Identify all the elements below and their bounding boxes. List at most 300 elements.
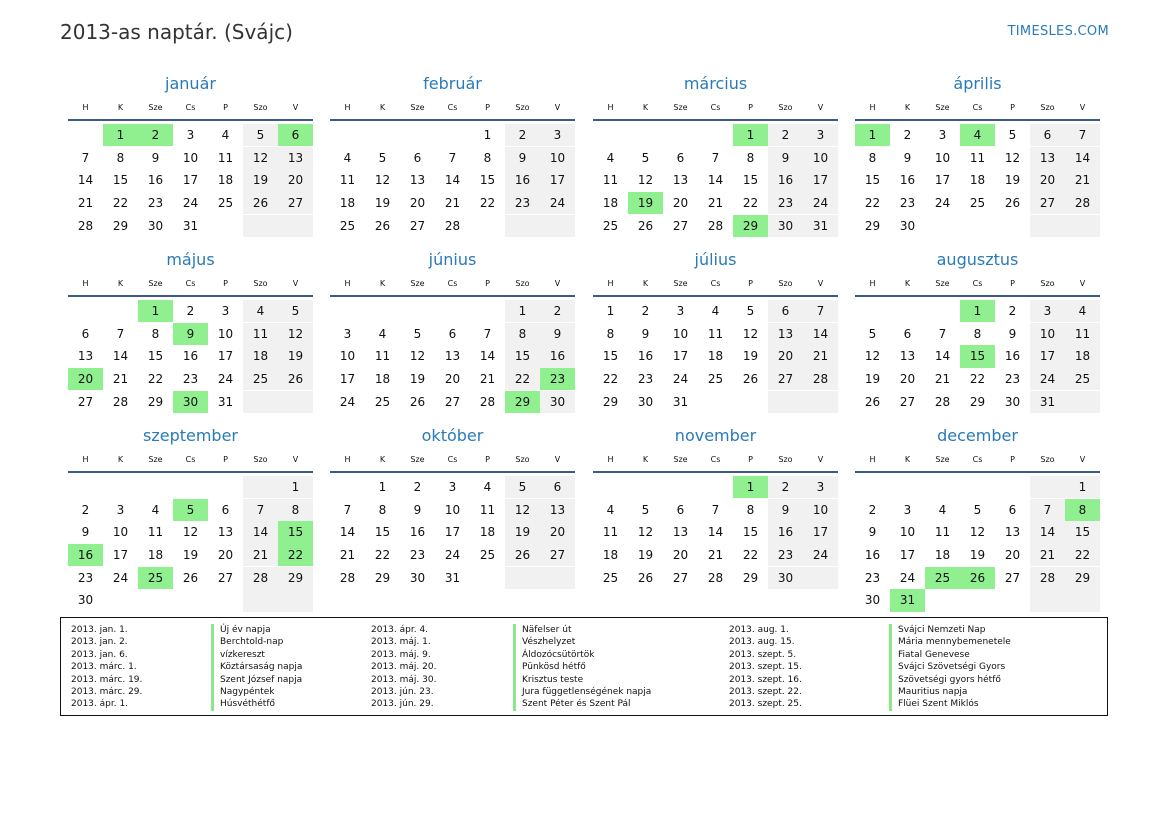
day-cell: 16 xyxy=(899,173,916,188)
day-grid xyxy=(855,300,1100,413)
holiday-date: 2013. márc. 1. xyxy=(71,662,137,673)
day-cell: 16 xyxy=(147,173,164,188)
weekday-label: V xyxy=(1079,279,1086,288)
day-cell: 4 xyxy=(606,502,615,517)
weekday-label: H xyxy=(869,279,876,288)
day-cell: 2 xyxy=(903,128,912,142)
weekday-label: Sze xyxy=(935,279,950,288)
holiday-name: Áldozócsütörtök xyxy=(513,649,651,661)
day-cell: 13 xyxy=(409,173,426,188)
day-cell: 8 xyxy=(116,150,125,165)
week-row xyxy=(593,345,838,367)
weekday-label: H xyxy=(82,455,89,464)
empty-cell xyxy=(1030,476,1065,498)
weekday-label: H xyxy=(344,279,351,288)
day-cell: 25 xyxy=(217,196,234,211)
week-row xyxy=(330,215,575,237)
empty-cell xyxy=(330,124,365,146)
day-cell: 12 xyxy=(1004,150,1021,165)
day-cell: 17 xyxy=(672,349,689,364)
day-cell: 1 xyxy=(278,476,313,498)
day-cell: 16 xyxy=(768,169,803,191)
day-cell: 24 xyxy=(803,192,838,214)
month-6 xyxy=(330,250,575,413)
holiday-date: 2013. szept. 16. xyxy=(729,674,802,685)
day-cell: 26 xyxy=(637,218,654,233)
day-cell: 12 xyxy=(374,173,391,188)
empty-cell xyxy=(803,567,838,589)
weekday-label: K xyxy=(379,279,386,288)
weekday-label: Szo xyxy=(253,279,268,288)
weekday-label: Sze xyxy=(673,103,688,112)
day-cell: 9 xyxy=(173,323,208,345)
empty-cell xyxy=(243,476,278,498)
weekday-label: Cs xyxy=(972,103,983,112)
weekday-label: Cs xyxy=(972,279,983,288)
day-cell: 16 xyxy=(540,345,575,367)
day-cell: 25 xyxy=(925,567,960,589)
day-cell: 8 xyxy=(868,150,877,165)
weekday-label: Sze xyxy=(410,279,425,288)
day-cell: 22 xyxy=(742,548,759,563)
holiday-date: 2013. szept. 5. xyxy=(729,649,797,660)
weekday-label: Szo xyxy=(515,103,530,112)
day-cell: 16 xyxy=(637,349,654,364)
holiday-name: Mária mennybemenetele xyxy=(889,636,1011,648)
weekday-label: K xyxy=(642,455,649,464)
weekday-header xyxy=(593,99,838,117)
day-cell: 20 xyxy=(899,372,916,387)
empty-cell xyxy=(470,300,505,322)
weekday-label: Cs xyxy=(447,279,458,288)
holiday-name: Új év napja xyxy=(211,624,302,636)
day-cell: 8 xyxy=(378,502,387,517)
weekday-label: P xyxy=(1010,455,1015,464)
day-cell: 7 xyxy=(448,150,457,165)
weekday-label: K xyxy=(379,103,386,112)
empty-cell xyxy=(278,589,313,611)
day-grid xyxy=(330,300,575,413)
holiday-date: 2013. máj. 20. xyxy=(371,662,437,673)
empty-cell xyxy=(173,589,208,611)
day-cell: 13 xyxy=(444,349,461,364)
holiday-names-column xyxy=(211,624,302,711)
day-cell: 24 xyxy=(899,570,916,585)
month-10 xyxy=(330,426,575,589)
day-cell: 27 xyxy=(1030,192,1065,214)
header-rule xyxy=(855,119,1100,121)
week-row xyxy=(68,567,313,589)
empty-cell xyxy=(68,124,103,146)
week-row xyxy=(68,499,313,521)
day-cell: 13 xyxy=(217,525,234,540)
header-rule xyxy=(855,295,1100,297)
week-row xyxy=(68,215,313,237)
week-row xyxy=(68,300,313,322)
day-cell: 20 xyxy=(217,548,234,563)
week-row xyxy=(593,368,838,390)
day-cell: 9 xyxy=(505,147,540,169)
week-row xyxy=(855,345,1100,367)
week-row xyxy=(593,192,838,214)
day-cell: 5 xyxy=(378,150,387,165)
day-cell: 12 xyxy=(278,323,313,345)
day-cell: 5 xyxy=(641,150,650,165)
week-row xyxy=(593,300,838,322)
month-name: november xyxy=(674,426,757,445)
month-5 xyxy=(68,250,313,413)
day-cell: 31 xyxy=(1030,391,1065,413)
empty-cell xyxy=(1030,589,1065,611)
holiday-date: 2013. máj. 30. xyxy=(371,674,437,685)
day-cell: 4 xyxy=(606,150,615,165)
day-cell: 1 xyxy=(960,300,995,322)
weekday-label: K xyxy=(117,103,124,112)
day-cell: 1 xyxy=(138,300,173,322)
day-cell: 18 xyxy=(602,196,619,211)
empty-cell xyxy=(365,124,400,146)
week-row xyxy=(330,476,575,498)
weekday-label: V xyxy=(554,279,561,288)
day-cell: 14 xyxy=(707,525,724,540)
day-cell: 17 xyxy=(339,372,356,387)
day-cell: 8 xyxy=(746,150,755,165)
day-cell: 15 xyxy=(864,173,881,188)
week-row xyxy=(68,345,313,367)
day-cell: 11 xyxy=(602,525,619,540)
day-cell: 12 xyxy=(505,499,540,521)
day-cell: 20 xyxy=(409,196,426,211)
day-cell: 3 xyxy=(221,304,230,318)
empty-cell xyxy=(243,589,278,611)
empty-cell xyxy=(960,476,995,498)
day-cell: 24 xyxy=(217,372,234,387)
day-cell: 23 xyxy=(768,544,803,566)
month-name: október xyxy=(421,426,484,445)
day-cell: 28 xyxy=(1065,192,1100,214)
month-2 xyxy=(330,74,575,237)
day-cell: 11 xyxy=(479,502,496,517)
week-row xyxy=(330,169,575,191)
weekday-header xyxy=(330,451,575,469)
day-cell: 29 xyxy=(1065,567,1100,589)
day-cell: 21 xyxy=(707,196,724,211)
day-cell: 23 xyxy=(899,196,916,211)
day-cell: 17 xyxy=(899,548,916,563)
day-cell: 12 xyxy=(969,525,986,540)
day-cell: 27 xyxy=(899,394,916,409)
day-cell: 7 xyxy=(1065,124,1100,146)
day-cell: 25 xyxy=(138,567,173,589)
week-row xyxy=(68,192,313,214)
month-12 xyxy=(855,426,1100,612)
day-cell: 4 xyxy=(151,502,160,517)
day-cell: 22 xyxy=(602,372,619,387)
day-cell: 11 xyxy=(374,349,391,364)
day-cell: 26 xyxy=(1004,196,1021,211)
day-cell: 7 xyxy=(483,326,492,341)
day-cell: 23 xyxy=(409,548,426,563)
month-name: március xyxy=(683,74,748,93)
day-cell: 20 xyxy=(278,169,313,191)
day-cell: 17 xyxy=(1030,345,1065,367)
day-grid xyxy=(330,124,575,237)
day-cell: 22 xyxy=(147,372,164,387)
empty-cell xyxy=(278,215,313,237)
day-cell: 30 xyxy=(77,593,94,608)
week-row xyxy=(68,147,313,169)
day-cell: 19 xyxy=(243,169,278,191)
day-cell: 23 xyxy=(182,372,199,387)
day-cell: 30 xyxy=(147,218,164,233)
weekday-label: P xyxy=(1010,103,1015,112)
day-grid xyxy=(593,476,838,589)
holiday-name: Pünkösd hétfő xyxy=(513,661,651,673)
day-cell: 17 xyxy=(540,169,575,191)
day-cell: 19 xyxy=(409,372,426,387)
day-cell: 16 xyxy=(505,169,540,191)
day-cell: 7 xyxy=(711,502,720,517)
day-cell: 10 xyxy=(899,525,916,540)
month-name: augusztus xyxy=(936,250,1019,269)
day-cell: 21 xyxy=(803,345,838,367)
empty-cell xyxy=(855,476,890,498)
week-row xyxy=(593,124,838,146)
weekday-label: Sze xyxy=(410,103,425,112)
day-cell: 20 xyxy=(1004,548,1021,563)
day-cell: 24 xyxy=(182,196,199,211)
month-8 xyxy=(855,250,1100,413)
day-cell: 10 xyxy=(339,349,356,364)
day-cell: 12 xyxy=(637,173,654,188)
day-cell: 21 xyxy=(934,372,951,387)
day-cell: 10 xyxy=(217,326,234,341)
day-cell: 6 xyxy=(676,502,685,517)
week-row xyxy=(68,323,313,345)
empty-cell xyxy=(995,215,1030,237)
day-cell: 27 xyxy=(278,192,313,214)
weekday-label: Szo xyxy=(778,103,793,112)
day-cell: 28 xyxy=(934,394,951,409)
day-cell: 16 xyxy=(68,544,103,566)
day-cell: 12 xyxy=(864,349,881,364)
weekday-label: V xyxy=(1079,455,1086,464)
holiday-name: Mauritius napja xyxy=(889,686,1011,698)
weekday-label: Sze xyxy=(673,279,688,288)
day-cell: 3 xyxy=(343,326,352,341)
day-cell: 25 xyxy=(374,394,391,409)
empty-cell xyxy=(593,124,628,146)
day-grid xyxy=(68,300,313,413)
day-cell: 28 xyxy=(1030,567,1065,589)
day-cell: 15 xyxy=(960,345,995,367)
day-cell: 30 xyxy=(637,394,654,409)
day-cell: 17 xyxy=(444,525,461,540)
holiday-name: Szent József napja xyxy=(211,674,302,686)
day-cell: 15 xyxy=(602,349,619,364)
day-cell: 16 xyxy=(768,521,803,543)
day-cell: 2 xyxy=(768,124,803,146)
day-cell: 28 xyxy=(707,570,724,585)
week-row xyxy=(855,147,1100,169)
weekday-header xyxy=(593,275,838,293)
week-row xyxy=(855,169,1100,191)
day-cell: 6 xyxy=(1030,124,1065,146)
day-cell: 25 xyxy=(602,218,619,233)
day-cell: 10 xyxy=(182,150,199,165)
holiday-date: 2013. aug. 1. xyxy=(729,625,789,635)
day-cell: 13 xyxy=(1004,525,1021,540)
day-cell: 31 xyxy=(182,218,199,233)
day-cell: 30 xyxy=(1004,394,1021,409)
week-row xyxy=(68,521,313,543)
day-cell: 1 xyxy=(606,304,615,318)
weekday-label: V xyxy=(554,103,561,112)
week-row xyxy=(330,192,575,214)
day-cell: 14 xyxy=(1030,521,1065,543)
weekday-label: Sze xyxy=(935,455,950,464)
day-cell: 8 xyxy=(278,499,313,521)
empty-cell xyxy=(243,391,278,413)
holiday-name: Szövetségi gyors hétfő xyxy=(889,674,1011,686)
empty-cell xyxy=(925,476,960,498)
weekday-label: K xyxy=(904,103,911,112)
day-cell: 20 xyxy=(768,345,803,367)
month-name: július xyxy=(694,250,737,269)
day-cell: 26 xyxy=(278,368,313,390)
day-cell: 5 xyxy=(746,304,755,318)
day-cell: 9 xyxy=(768,147,803,169)
holiday-name: Krisztus teste xyxy=(513,674,651,686)
day-cell: 19 xyxy=(278,345,313,367)
weekday-label: Szo xyxy=(1040,103,1055,112)
weekday-label: Szo xyxy=(1040,455,1055,464)
empty-cell xyxy=(470,215,505,237)
day-cell: 9 xyxy=(768,499,803,521)
day-cell: 24 xyxy=(672,372,689,387)
day-cell: 1 xyxy=(733,476,768,498)
day-cell: 29 xyxy=(742,570,759,585)
weekday-label: Szo xyxy=(778,279,793,288)
week-row xyxy=(330,345,575,367)
day-cell: 23 xyxy=(637,372,654,387)
day-cell: 30 xyxy=(173,391,208,413)
empty-cell xyxy=(365,300,400,322)
day-cell: 7 xyxy=(81,150,90,165)
empty-cell xyxy=(103,300,138,322)
holiday-name: Szent Péter és Szent Pál xyxy=(513,698,651,710)
header-rule xyxy=(593,471,838,473)
day-cell: 9 xyxy=(641,326,650,341)
day-cell: 25 xyxy=(707,372,724,387)
weekday-label: H xyxy=(607,279,614,288)
day-cell: 9 xyxy=(413,502,422,517)
day-cell: 6 xyxy=(1008,502,1017,517)
day-cell: 30 xyxy=(768,215,803,237)
weekday-label: Cs xyxy=(447,103,458,112)
holiday-date: 2013. máj. 9. xyxy=(371,649,431,660)
empty-cell xyxy=(803,391,838,413)
empty-cell xyxy=(663,476,698,498)
day-cell: 16 xyxy=(1004,349,1021,364)
day-cell: 24 xyxy=(803,544,838,566)
week-row xyxy=(593,147,838,169)
day-cell: 24 xyxy=(934,196,951,211)
holiday-name: Svájci Nemzeti Nap xyxy=(889,624,1011,636)
day-cell: 30 xyxy=(864,593,881,608)
holiday-name: Nagypéntek xyxy=(211,686,302,698)
day-cell: 19 xyxy=(182,548,199,563)
day-cell: 20 xyxy=(444,372,461,387)
day-cell: 22 xyxy=(112,196,129,211)
day-cell: 29 xyxy=(374,570,391,585)
day-cell: 4 xyxy=(711,304,720,318)
holiday-date: 2013. szept. 15. xyxy=(729,662,802,673)
week-row xyxy=(855,124,1100,146)
week-row xyxy=(855,192,1100,214)
day-cell: 26 xyxy=(409,394,426,409)
day-cell: 16 xyxy=(409,525,426,540)
week-row xyxy=(68,391,313,413)
weekday-header xyxy=(855,451,1100,469)
day-cell: 2 xyxy=(868,502,877,517)
day-cell: 3 xyxy=(803,124,838,146)
day-cell: 29 xyxy=(505,391,540,413)
day-cell: 24 xyxy=(540,192,575,214)
week-row xyxy=(855,521,1100,543)
day-cell: 5 xyxy=(868,326,877,341)
day-cell: 5 xyxy=(278,300,313,322)
day-cell: 5 xyxy=(1008,128,1017,142)
week-row xyxy=(68,544,313,566)
brand-link[interactable]: TIMESLES.COM xyxy=(1007,24,1109,39)
day-cell: 10 xyxy=(112,525,129,540)
day-cell: 22 xyxy=(864,196,881,211)
holiday-date: 2013. szept. 22. xyxy=(729,687,802,698)
month-7 xyxy=(593,250,838,413)
day-cell: 18 xyxy=(707,349,724,364)
day-cell: 31 xyxy=(803,215,838,237)
empty-cell xyxy=(435,300,470,322)
day-cell: 29 xyxy=(278,567,313,589)
day-cell: 15 xyxy=(1065,521,1100,543)
day-cell: 1 xyxy=(733,124,768,146)
day-cell: 9 xyxy=(151,150,160,165)
empty-cell xyxy=(855,300,890,322)
week-row xyxy=(330,323,575,345)
empty-cell xyxy=(628,476,663,498)
day-cell: 25 xyxy=(1065,368,1100,390)
empty-cell xyxy=(103,476,138,498)
holiday-name: Köztársaság napja xyxy=(211,661,302,673)
day-cell: 18 xyxy=(147,548,164,563)
day-cell: 10 xyxy=(540,147,575,169)
holiday-date: 2013. jan. 1. xyxy=(71,625,128,635)
day-cell: 14 xyxy=(934,349,951,364)
day-cell: 2 xyxy=(186,304,195,318)
day-cell: 3 xyxy=(186,128,195,142)
page-title: 2013-as naptár. (Svájc) xyxy=(60,20,293,44)
day-cell: 27 xyxy=(768,368,803,390)
empty-cell xyxy=(768,391,803,413)
day-cell: 30 xyxy=(768,567,803,589)
day-cell: 11 xyxy=(707,326,724,341)
day-cell: 28 xyxy=(77,218,94,233)
day-cell: 1 xyxy=(378,480,387,494)
weekday-header xyxy=(330,275,575,293)
day-cell: 2 xyxy=(81,502,90,517)
weekday-label: Cs xyxy=(710,455,721,464)
